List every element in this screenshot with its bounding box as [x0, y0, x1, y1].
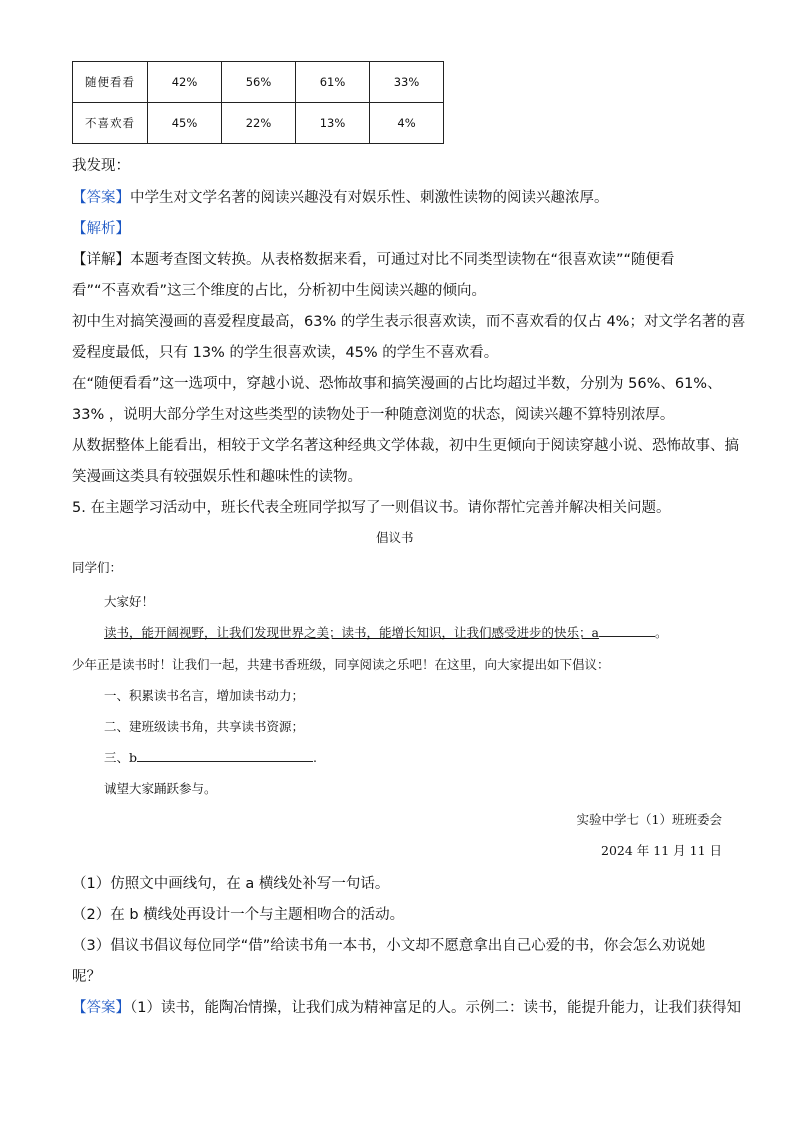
table-row [73, 62, 444, 103]
letter-salutation: 同学们： [72, 560, 123, 575]
letter-title: 倡议书 [376, 530, 414, 545]
blank-a [599, 624, 655, 637]
blank-a-label: a [591, 625, 599, 640]
letter-greeting: 大家好！ [104, 594, 155, 609]
letter-closing: 诚望大家踊跃参与。 [104, 781, 217, 796]
detail-text: 本题考查图文转换。从表格数据来看，可通过对比不同类型读物在“很喜欢读”“随便看 [130, 252, 675, 268]
detail-line [72, 248, 675, 269]
detail-line: 看”“不喜欢看”这三个维度的占比，分析初中生阅读兴趣的倾向。 [72, 283, 487, 299]
sub-question: 呢？ [72, 969, 101, 985]
table-cell: 4% [370, 103, 444, 144]
item3-prefix: 三、b [104, 750, 138, 765]
proposal-item-3 [104, 748, 317, 766]
blank-b [137, 749, 313, 762]
detail-line: 从数据整体上能看出，相较于文学名著这种经典文学体裁，初中生更倾向于阅读穿越小说、恐怖故事、搞 [72, 438, 739, 454]
sub-question: （2）在 b 横线处再设计一个与主题相吻合的活动。 [72, 907, 405, 923]
detail-line: 笑漫画这类具有较强娱乐性和趣味性的读物。 [72, 469, 362, 485]
discover-label: 我发现： [72, 158, 130, 174]
table-cell: 33% [370, 62, 444, 103]
reading-interest-table [72, 61, 444, 144]
detail-line: 爱程度最低，只有 13% 的学生很喜欢读，45% 的学生不喜欢看。 [72, 345, 499, 361]
detail-line: 初中生对搞笑漫画的喜爱程度最高，63% 的学生表示很喜欢读，而不喜欢看的仅占 4%；对文学名著的喜 [72, 314, 746, 330]
detail-line: 在“随便看看”这一选项中，穿越小说、恐怖故事和搞笑漫画的占比均超过半数，分别为 56%、61%、 [72, 376, 722, 392]
row-label: 随便看看 [73, 62, 148, 103]
answer-text: （1）读书，能陶冶情操，让我们成为精神富足的人。示例二：读书，能提升能力，让我们获得知 [130, 1000, 741, 1016]
answer-2 [72, 996, 741, 1017]
answer-1 [72, 186, 609, 207]
letter-line: 少年正是读书时！让我们一起，共建书香班级，同享阅读之乐吧！在这里，向大家提出如下倡议： [72, 657, 610, 672]
proposal-item: 二、建班级读书角，共享读书资源； [104, 719, 305, 734]
answer-text: 中学生对文学名著的阅读兴趣没有对娱乐性、刺激性读物的阅读兴趣浓厚。 [130, 190, 609, 206]
table-cell: 61% [296, 62, 370, 103]
sub-question: （3）倡议书倡议每位同学“借”给读书角一本书，小文却不愿意拿出自己心爱的书，你会怎么劝说她 [72, 938, 706, 954]
question-5: 5. 在主题学习活动中，班长代表全班同学拟写了一则倡议书。请你帮忙完善并解决相关问题。 [72, 500, 671, 516]
answer-tag: 【答案】 [72, 190, 130, 206]
underlined-sentence: 读书，能开阔视野，让我们发现世界之美；读书，能增长知识，让我们感受进步的快乐； [104, 625, 592, 640]
analysis-tag: 【解析】 [72, 221, 130, 237]
table-cell: 42% [148, 62, 222, 103]
row-label: 不喜欢看 [73, 103, 148, 144]
table-cell: 56% [222, 62, 296, 103]
detail-tag: 【详解】 [72, 252, 130, 268]
letter-signature: 实验中学七（1）班班委会 [576, 812, 722, 827]
item3-end: . [313, 750, 317, 765]
end-mark: 。 [654, 625, 668, 640]
sub-question: （1）仿照文中画线句，在 a 横线处补写一句话。 [72, 876, 390, 892]
letter-date: 2024 年 11 月 11 日 [601, 843, 722, 858]
table-row [73, 103, 444, 144]
answer-tag: 【答案】 [72, 1000, 130, 1016]
detail-line: 33% ，说明大部分学生对这些类型的读物处于一种随意浏览的状态，阅读兴趣不算特别浓厚。 [72, 407, 675, 423]
table-cell: 13% [296, 103, 370, 144]
table-cell: 45% [148, 103, 222, 144]
table-cell: 22% [222, 103, 296, 144]
letter-underlined-line [104, 623, 667, 641]
proposal-item: 一、积累读书名言，增加读书动力； [104, 688, 305, 703]
